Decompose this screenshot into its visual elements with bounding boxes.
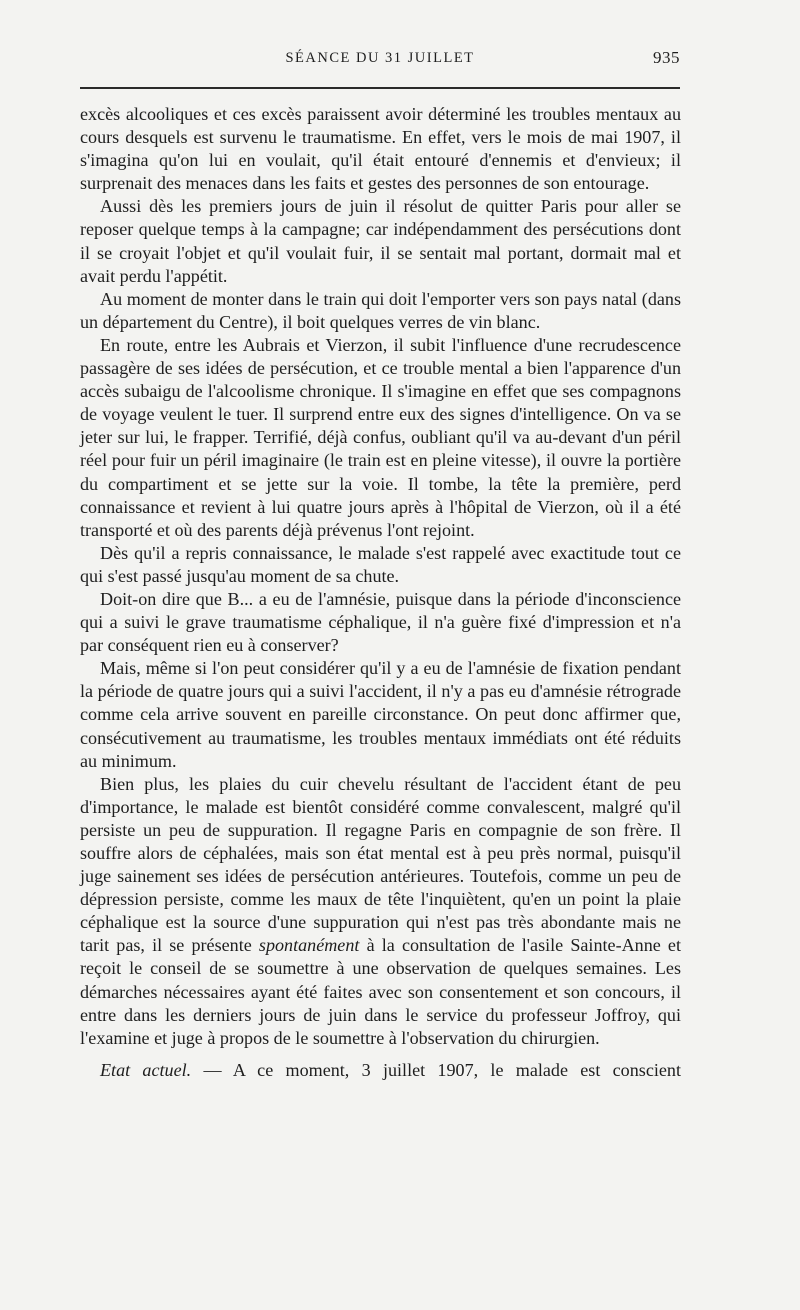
body-text	[80, 103, 681, 1082]
paragraph: Dès qu'il a repris connaissance, le malade s'est rappelé avec exactitude tout ce qui s'est passé jusqu'au moment de sa chute.	[80, 542, 681, 586]
paragraph: excès alcooliques et ces excès paraissent avoir déterminé les troubles mentaux au cours desquels est survenu le traumatisme. En effet, vers le mois de mai 1907, il s'imagina qu'on lui en voulait, qu'il était entouré d'ennemis et d'envieux; il surprenait des menaces dans les faits et gestes des personnes de son entourage.	[80, 104, 681, 194]
paragraph: Doit-on dire que B... a eu de l'amnésie, puisque dans la période d'inconscience qui a suivi le grave traumatisme céphalique, il n'a guère fixé d'impression et n'a par conséquent rien eu à conserver?	[80, 588, 681, 656]
paragraph: Aussi dès les premiers jours de juin il résolut de quitter Paris pour aller se reposer quelque temps à la campagne; car indépendamment des persécutions dont il se croyait l'objet et qu'il voulait fuir, il se sentait mal portant, dormait mal et avait perdu l'appétit.	[80, 196, 681, 286]
header-rule	[80, 87, 680, 89]
paragraph-text: — A ce moment, 3 juillet 1907, le malade est conscient	[191, 1059, 681, 1080]
running-title: SÉANCE DU 31 JUILLET	[285, 50, 475, 66]
page-number: 935	[653, 48, 680, 67]
emphasis: spontanément	[258, 935, 360, 956]
paragraph	[80, 773, 681, 1050]
section-heading: Etat actuel.	[100, 1059, 192, 1080]
page-header	[80, 46, 680, 76]
paragraph: Au moment de monter dans le train qui doit l'emporter vers son pays natal (dans un département du Centre), il boit quelques verres de vin blanc.	[80, 288, 681, 332]
paragraph-etat-actuel	[80, 1059, 681, 1082]
paragraph-text: Bien plus, les plaies du cuir chevelu résultant de l'accident étant de peu d'importance, le malade est bientôt considéré comme convalescent, malgré qu'il persiste un peu de suppuration. Il regagne Paris en compagnie de son frère. Il souffre alors de céphalées, mais son état mental est à peu près normal, puisqu'il juge sainement ses idées de persécution antérieures. Toutefois, comme un peu de dépression persiste, comme les maux de tête l'inquiètent, qu'en un point la plaie céphalique est la source d'une suppuration qui n'est pas très abondante mais ne tarit pas, il se présente	[80, 773, 681, 956]
paragraph: En route, entre les Aubrais et Vierzon, il subit l'influence d'une recrudescence passagère de ses idées de persécution, et ce trouble mental a bien l'apparence d'un accès subaigu de l'alcoolisme chronique. Il s'imagine en effet que ses compagnons de voyage veulent le tuer. Il surprend entre eux des signes d'intelligence. On va se jeter sur lui, le frapper. Terrifié, déjà confus, oubliant qu'il va au-devant d'un péril réel pour fuir un péril imaginaire (le train est en pleine vitesse), il ouvre la portière du compartiment et se jette sur la voie. Il tombe, la tête la première, perd connaissance et revient à lui quatre jours après à l'hôpital de Vierzon, où il a été transporté et où des parents déjà prévenus l'ont rejoint.	[80, 334, 681, 540]
paragraph-text: à la consultation de l'asile Sainte-Anne et reçoit le conseil de se soumettre à une observation de quelques semaines. Les démarches nécessaires ayant été faites avec son consentement et son concours, il entre dans les derniers jours de juin dans le service du professeur Joffroy, qui l'examine et juge à propos de le soumettre à l'observation du chirurgien.	[80, 935, 681, 1048]
paragraph: Mais, même si l'on peut considérer qu'il y a eu de l'amnésie de fixation pendant la période de quatre jours qui a suivi l'accident, il n'y a pas eu d'amnésie rétrograde comme cela arrive souvent en pareille circonstance. On peut donc affirmer que, consécutivement au traumatisme, les troubles mentaux immédiats ont été réduits au minimum.	[80, 658, 681, 771]
